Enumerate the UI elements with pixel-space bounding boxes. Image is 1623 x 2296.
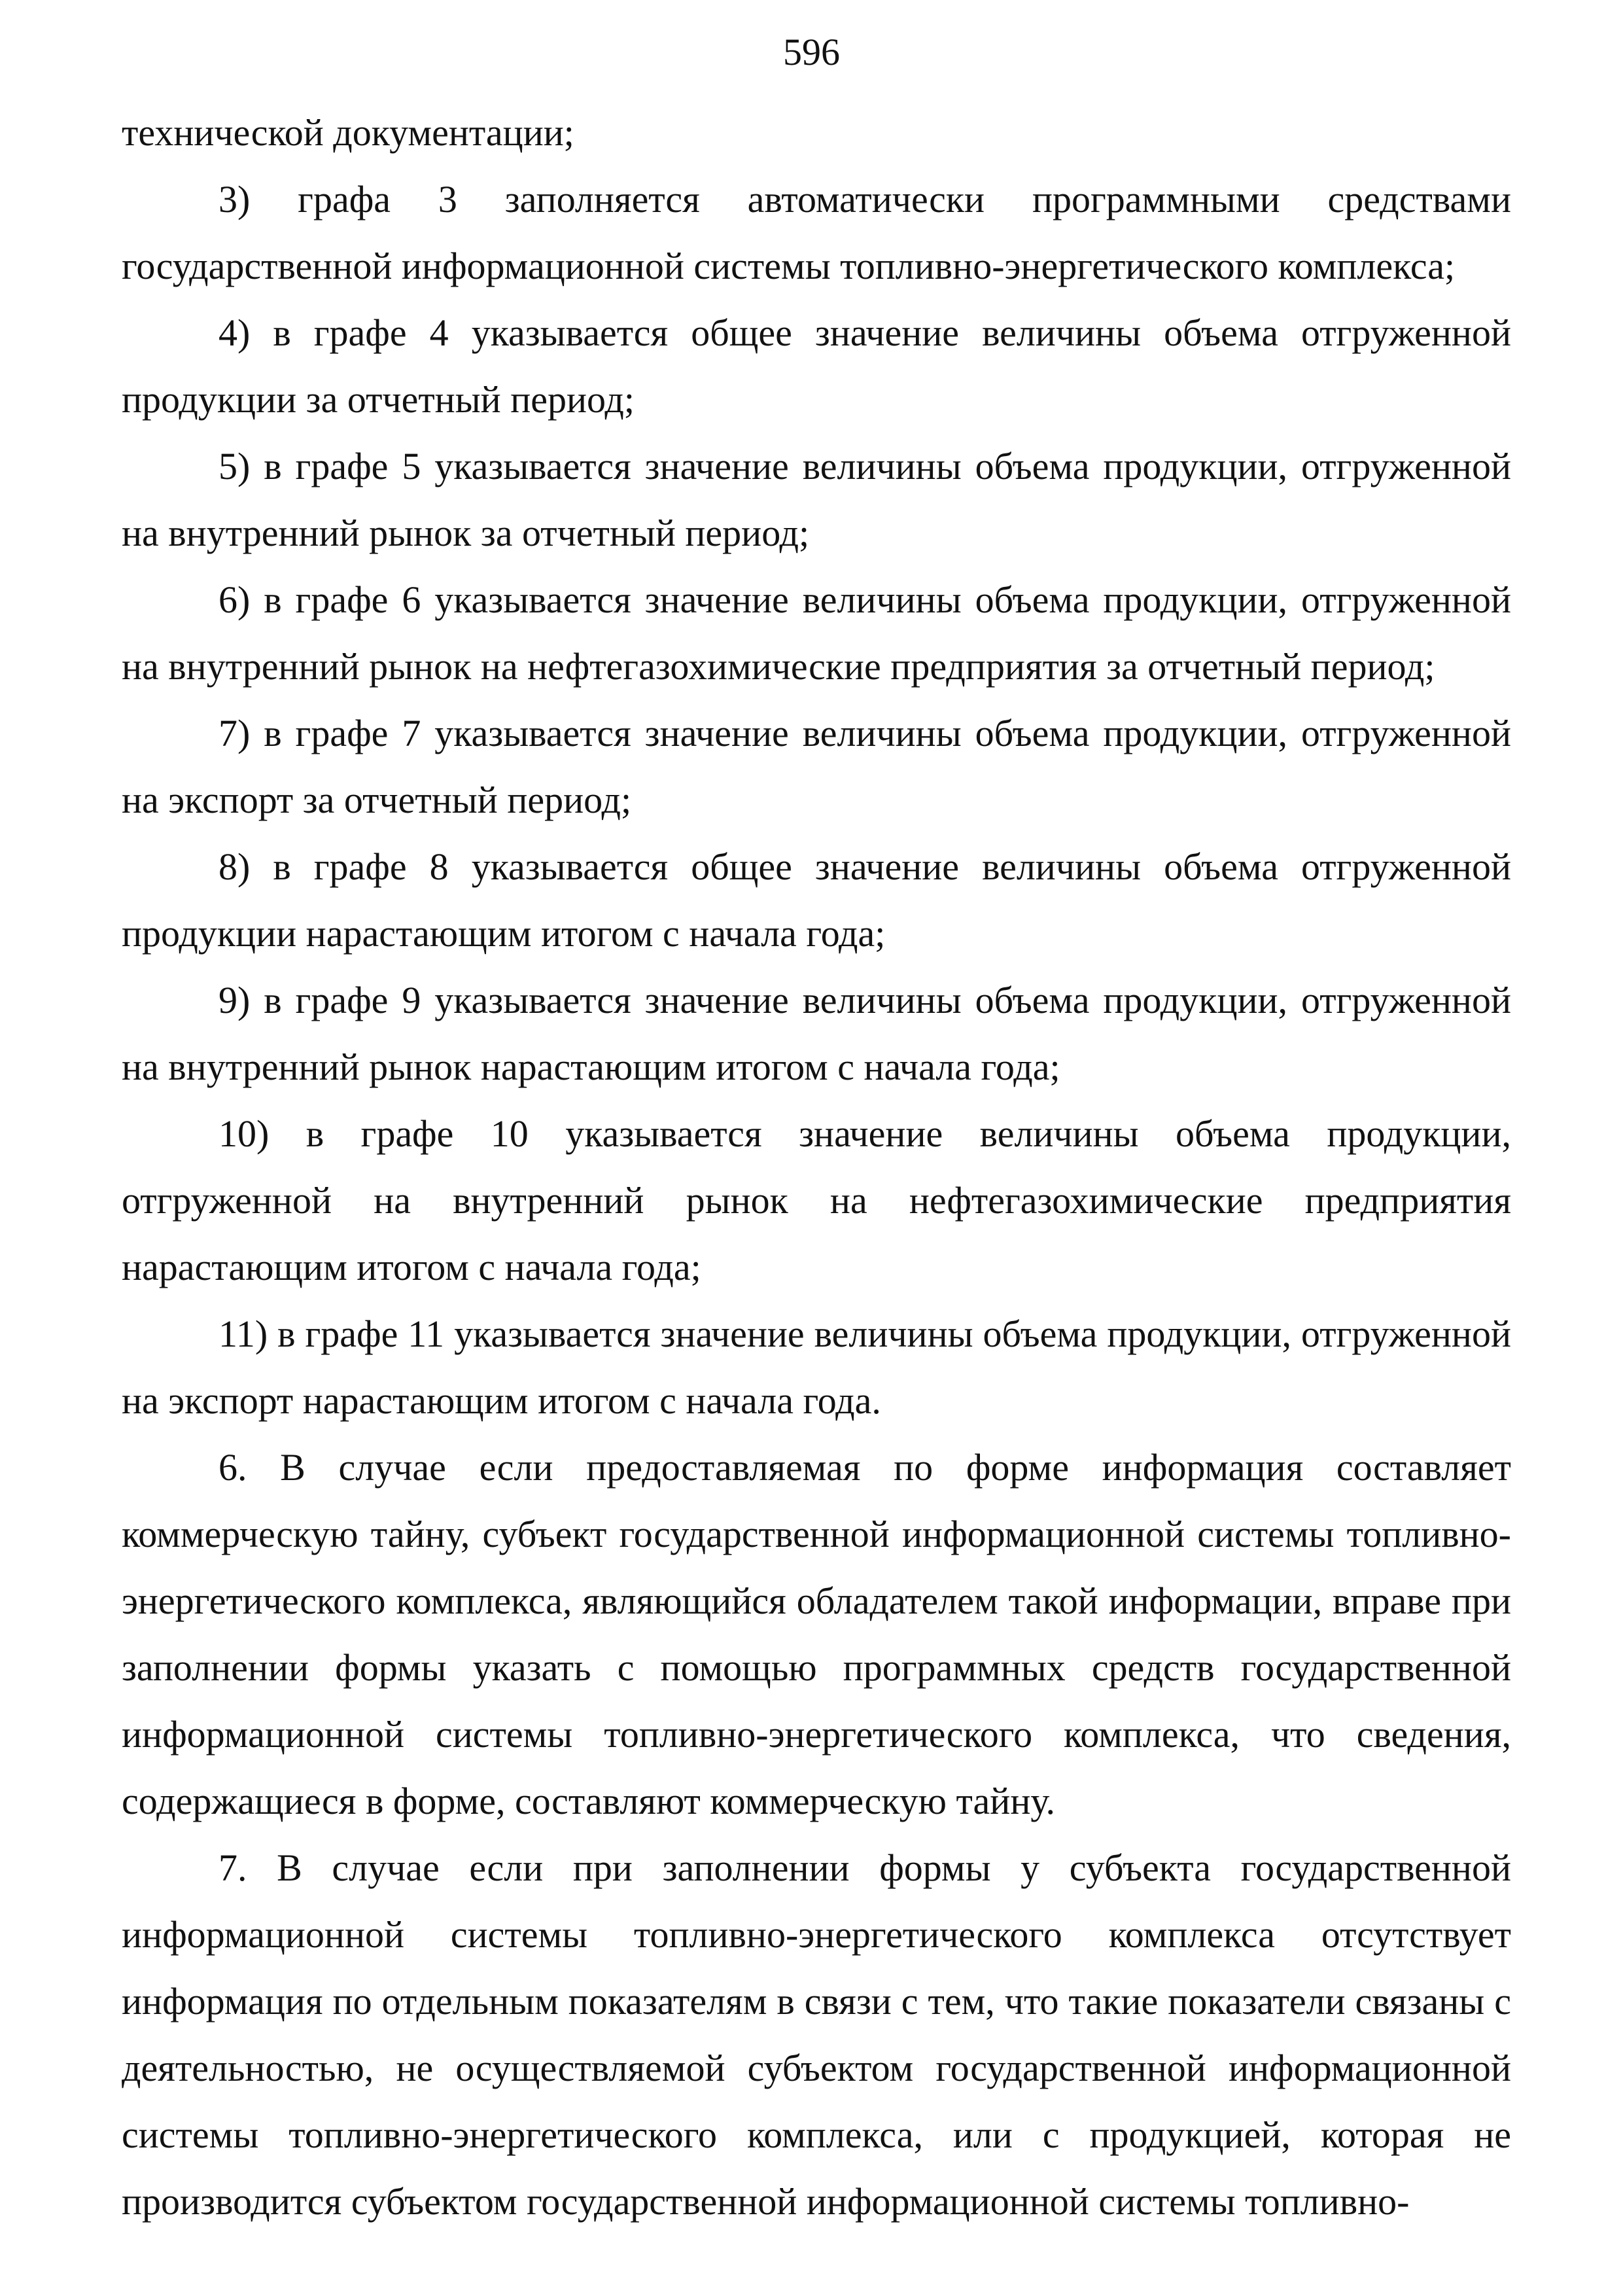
paragraph-item-7: 7) в графе 7 указывается значение величины объема продукции, отгруженной на экспорт за отчетный период; bbox=[122, 712, 1511, 821]
page-number: 596 bbox=[783, 31, 840, 73]
paragraph-item-4: 4) в графе 4 указывается общее значение величины объема отгруженной продукции за отчетный период; bbox=[122, 311, 1511, 421]
document-body bbox=[122, 99, 1511, 2235]
paragraph-section-6: 6. В случае если предоставляемая по форме информация составляет коммерческую тайну, субъект государственной информационной системы топливно-энергетического комплекса, являющийся обладателем такой информации, вправе при заполнении формы указать с помощью программных средств государственной информационной системы топливно-энергетического комплекса, что сведения, содержащиеся в форме, составляют коммерческую тайну. bbox=[122, 1446, 1511, 1822]
paragraph-item-3: 3) графа 3 заполняется автоматически программными средствами государственной информационной системы топливно-энергетического комплекса; bbox=[122, 178, 1511, 287]
paragraph-item-10: 10) в графе 10 указывается значение величины объема продукции, отгруженной на внутренний рынок на нефтегазохимические предприятия нарастающим итогом с начала года; bbox=[122, 1112, 1511, 1288]
paragraph-section-7: 7. В случае если при заполнении формы у субъекта государственной информационной системы топливно-энергетического комплекса отсутствует информация по отдельным показателям в связи с тем, что такие показатели связаны с деятельностью, не осуществляемой субъектом государственной информационной системы топливно-энергетического комплекса, или с продукцией, которая не производится субъектом государственной информационной системы топливно- bbox=[122, 1846, 1511, 2223]
paragraph-continuation: технической документации; bbox=[122, 111, 574, 154]
paragraph-item-6: 6) в графе 6 указывается значение величины объема продукции, отгруженной на внутренний рынок на нефтегазохимические предприятия за отчетный период; bbox=[122, 578, 1511, 688]
paragraph-item-9: 9) в графе 9 указывается значение величины объема продукции, отгруженной на внутренний рынок нарастающим итогом с начала года; bbox=[122, 979, 1511, 1088]
paragraph-item-8: 8) в графе 8 указывается общее значение величины объема отгруженной продукции нарастающим итогом с начала года; bbox=[122, 845, 1511, 955]
paragraph-item-11: 11) в графе 11 указывается значение величины объема продукции, отгруженной на экспорт нарастающим итогом с начала года. bbox=[122, 1313, 1511, 1422]
paragraph-item-5: 5) в графе 5 указывается значение величины объема продукции, отгруженной на внутренний рынок за отчетный период; bbox=[122, 445, 1511, 554]
